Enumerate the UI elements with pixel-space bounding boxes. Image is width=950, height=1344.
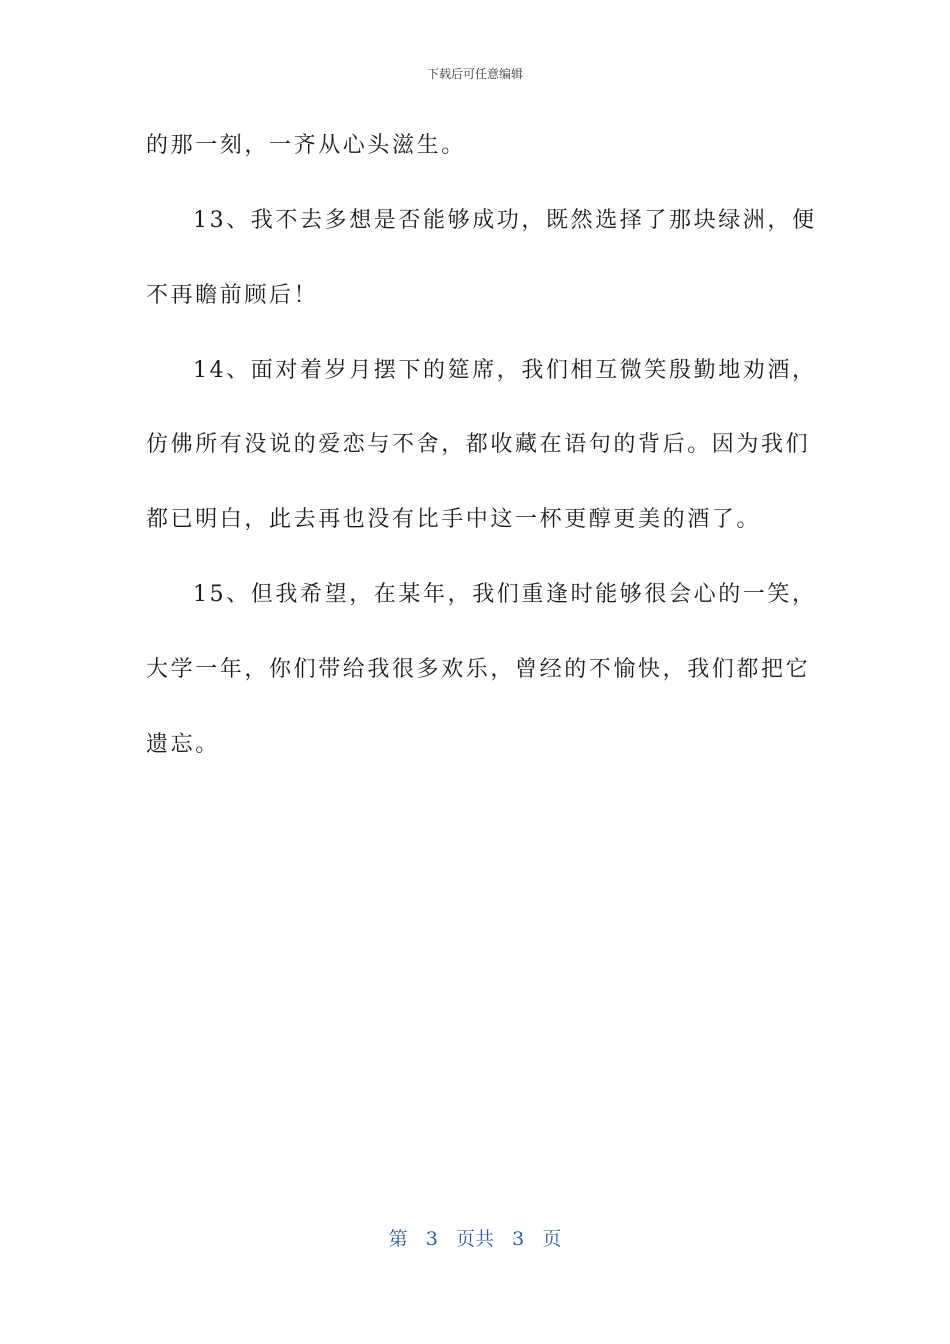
footer-current-page: 3	[425, 1228, 438, 1250]
paragraph-14-line-3: 都已明白，此去再也没有比手中这一杯更醇更美的酒了。	[146, 507, 762, 532]
paragraph-13-line-1: 13、我不去多想是否能够成功，既然选择了那块绿洲，便	[193, 208, 817, 233]
page-header: 下载后可任意编辑	[426, 67, 523, 81]
paragraph-14-line-2: 仿佛所有没说的爱恋与不舍，都收藏在语句的背后。因为我们	[146, 432, 811, 457]
footer-total-pages: 3	[512, 1228, 525, 1250]
footer-suffix: 页	[542, 1228, 562, 1250]
page-number-footer	[0, 1226, 950, 1252]
paragraph-15-line-1: 15、但我希望，在某年，我们重逢时能够很会心的一笑，	[193, 582, 817, 607]
paragraph-12-line-2: 的那一刻，一齐从心头滋生。	[146, 133, 466, 158]
paragraph-15-line-2: 大学一年，你们带给我很多欢乐，曾经的不愉快，我们都把它	[146, 657, 811, 682]
paragraph-13-line-2: 不再瞻前顾后！	[146, 283, 319, 308]
footer-middle: 页共	[455, 1228, 494, 1250]
paragraph-15-line-3: 遗忘。	[146, 732, 220, 757]
footer-prefix: 第	[388, 1228, 408, 1250]
paragraph-14-line-1: 14、面对着岁月摆下的筵席，我们相互微笑殷勤地劝酒，	[193, 358, 817, 383]
